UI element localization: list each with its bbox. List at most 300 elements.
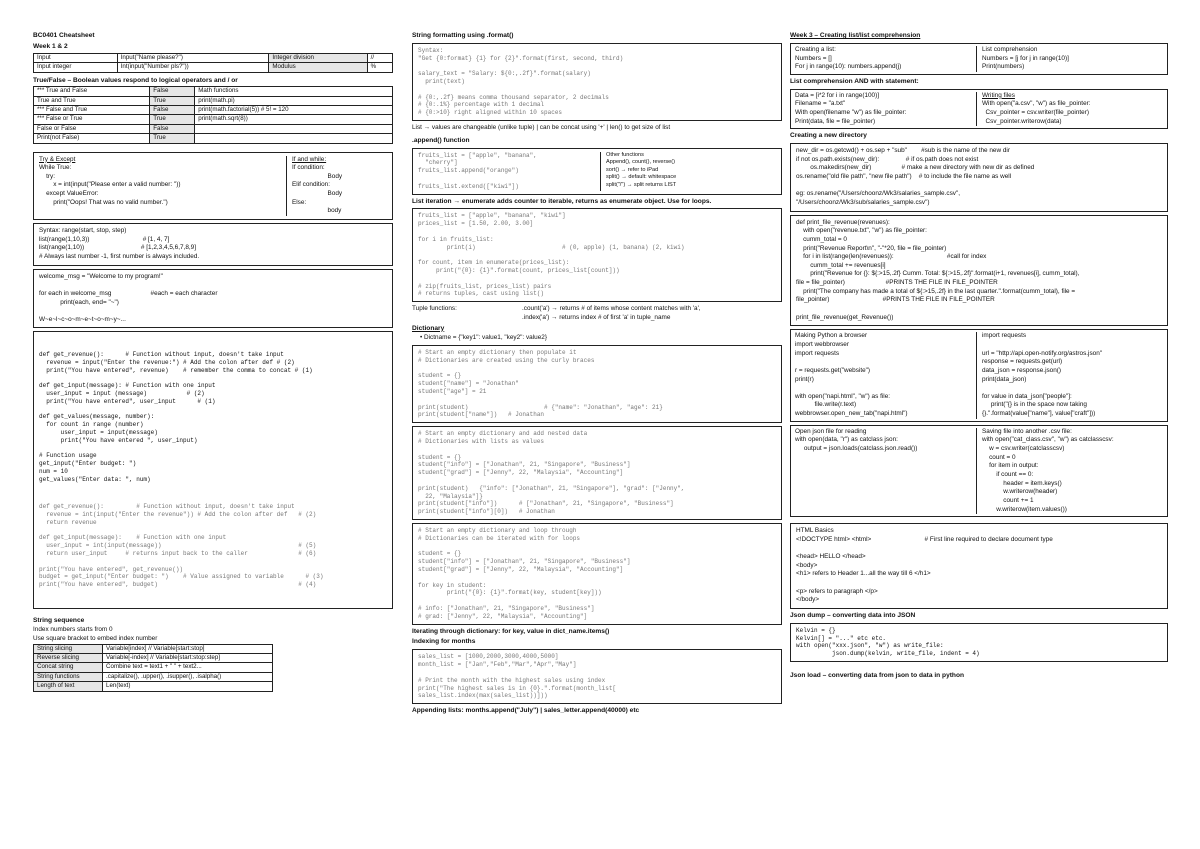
text-line: with open("cat_class.csv", "w") as catclasscsv: [982, 436, 1114, 444]
if-code [292, 164, 387, 216]
text-line: with open("revenue.txt", "w") as file_pointer: [796, 227, 927, 235]
text-line: return user_input # returns input back to the caller # (6) [39, 549, 317, 557]
text-line: num = 10 [39, 467, 68, 475]
string-sub1: Index numbers starts from 0 [33, 626, 113, 634]
text-line: cumm_total += revenues[i] [796, 261, 886, 269]
text-line: Syntax: range(start, stop, step) [39, 227, 127, 235]
text-line: import requests [795, 349, 840, 357]
text-line: w.writerow(header) [982, 488, 1058, 496]
text-line: print("You have entered", budget) # (4) [39, 581, 317, 589]
week-label: Week 1 & 2 [33, 42, 68, 50]
table-cell [195, 134, 393, 143]
string-sub2: Use square bracket to embed index number [33, 635, 158, 643]
text-line: with open("napi.html", "w") as file: [795, 392, 891, 400]
string-heading: String sequence [33, 616, 85, 624]
text-line: </body> [796, 596, 820, 604]
week3-box [790, 43, 1168, 75]
text-line: cumm_total = 0 [796, 235, 847, 243]
table-cell: *** False and True [34, 106, 150, 115]
text-line [418, 574, 776, 582]
truefalse-heading: True/False – Boolean values respond to logical operators and / or [33, 76, 238, 84]
text-line: # grad: ["Jenny", 22, "Malaysia", "Accounting"] [418, 612, 588, 620]
table-cell: print(math.pi) [195, 96, 393, 105]
text-line: webbrowser.open_new_tab("napi.html") [795, 410, 908, 418]
text-line [982, 341, 1163, 350]
text-line: # Always last number -1, first number is always included. [39, 252, 200, 260]
text-line: def get_input(message): # Function with one input [39, 534, 227, 542]
dir-heading: Creating a new directory [790, 132, 867, 140]
table-cell: False [150, 124, 195, 133]
text-line: count += 1 [982, 496, 1034, 504]
text-line [796, 544, 1162, 553]
text-line: url = "http://api.open-notify.org/astros.json" [982, 349, 1103, 357]
text-line: # Print the month with the highest sales using index [418, 676, 606, 684]
dict-box-1 [412, 345, 782, 423]
text-line: print(r) [795, 375, 814, 383]
text-line: With open("a.csv", "w") as file_pointer: [982, 100, 1091, 108]
text-line: split() → default: whitespace [606, 174, 677, 181]
dump-heading: Json dump – converting data into JSON [790, 611, 916, 619]
column-left [33, 30, 393, 692]
text-line: import requests [982, 332, 1027, 340]
browser-right [976, 332, 1163, 418]
text-line: # info: ["Jonathan", 21, "Singapore", "Business"] [418, 604, 595, 612]
table-cell: String slicing [34, 644, 103, 653]
text-line: def get_revenue(): # Function without input, doesn't take input [39, 503, 295, 511]
text-line [39, 445, 387, 453]
text-line: user_input = int(input(message)) # (5) [39, 542, 317, 550]
json-box [790, 425, 1168, 517]
text-line: import webbrowser [795, 340, 849, 348]
text-line: w.writerow(item.values()) [982, 505, 1067, 513]
sheet-title: BC0401 Cheatsheet [33, 32, 95, 39]
text-line: # {0:,.2f} means comma thousand separator, 2 decimals [418, 93, 609, 101]
text-line: # {0:.1%} percentage with 1 decimal [418, 101, 545, 109]
html-box [790, 523, 1168, 609]
text-line: Data = [i*2 for i in range(100)] [795, 91, 880, 99]
text-line [39, 527, 387, 535]
table-cell: Variable[-index] // Variable[start:stop:step] [103, 654, 273, 663]
text-line: Print(numbers) [982, 63, 1025, 71]
text-line: <p> refers to paragraph </p> [796, 587, 878, 595]
json-right [976, 428, 1163, 514]
function-code [39, 351, 387, 484]
appending-note: Appending lists: months.append("July") | sales_letter.append(40000) etc [412, 707, 640, 715]
table-cell: True [150, 96, 195, 105]
browser-box [790, 329, 1168, 421]
text-line: student["info"] = ["Jonathan", 21, "Singapore", "Business"] [418, 461, 631, 469]
text-line: print(student) # {"name": "Jonathan", "age": 21} [418, 403, 663, 411]
text-line [418, 396, 776, 404]
text-line: for key in student: [418, 581, 487, 589]
text-line: "Get {0:format} {1} for {2}".format(first, second, third) [418, 54, 624, 62]
text-line: Numbers = [j for j in range(10)] [982, 54, 1069, 62]
text-line: fruits_list = ["apple", "banana", "kiwi"] [418, 212, 566, 220]
text-line: body [292, 207, 342, 215]
table-row [34, 682, 273, 691]
text-line: print("You have entered", revenue) # remember the comma to concat # (1) [39, 366, 313, 374]
tuple-functions [522, 305, 782, 322]
text-line [418, 669, 776, 677]
text-line: {}.".format(value["name"], value["craft"])) [982, 410, 1096, 418]
dir-box [790, 143, 1168, 211]
text-line: Body [292, 190, 343, 198]
dict-box-2 [412, 426, 782, 520]
with-box [790, 89, 1168, 130]
dict-bullet-row: • Dictname = {"key1": value1, "key2": value2} [420, 334, 547, 342]
table-cell: String functions [34, 672, 103, 681]
text-line: student["age"] = 21 [418, 388, 487, 396]
text-line: file.write(r.text) [795, 401, 857, 409]
text-line: for each in welcome_msg #each = each character [39, 289, 218, 297]
text-line: Else: [292, 198, 307, 206]
table-cell: True [150, 115, 195, 124]
append-code [418, 152, 600, 191]
text-line [418, 86, 776, 94]
text-line [39, 406, 387, 414]
text-line: file = file_pointer) #PRINTS THE FILE IN FILE_POINTER [796, 279, 998, 287]
text-line: for count, item in enumerate(prices_list): [418, 259, 570, 267]
text-line: new_dir = os.getcwd() + os.sep + "sub" #sub is the name of the new dir [796, 147, 1010, 155]
text-line: print("You have entered", user_input # (1) [39, 397, 216, 405]
text-line: r = requests.get("website") [795, 366, 871, 374]
text-line: # Dictionaries can be iterated with for loops [418, 534, 581, 542]
table-cell: True and True [34, 96, 150, 105]
table-row [34, 96, 393, 105]
text-line: def get_revenue(): # Function without input, doesn't take input [39, 351, 284, 359]
table-cell: Input("Name please?") [117, 53, 269, 62]
table-cell: // [367, 53, 392, 62]
table-row [34, 644, 273, 653]
text-line: Body [292, 172, 343, 180]
try-code [39, 164, 286, 207]
text-line: Saving file into another .csv file: [982, 427, 1072, 435]
text-line: get_input("Enter budget: ") [39, 460, 137, 468]
text-line [418, 175, 600, 183]
tuple-row [412, 305, 782, 322]
week3-heading: Week 3 – Creating list/list comprehension [790, 32, 921, 39]
text-line: output = json.loads(catclass.json.read()) [795, 445, 918, 453]
text-line: <h1> refers to Header 1...all the way till 6 </h1> [796, 570, 931, 578]
text-line: data_json = response.json() [982, 366, 1062, 374]
text-line: If condition: [292, 164, 325, 172]
text-line: if not os.path.exists(new_dir): # if os.path does not exist [796, 155, 979, 163]
text-line: # Start an empty dictionary and add nested data [418, 430, 588, 438]
dump-box [790, 623, 1168, 662]
other-functions [600, 152, 776, 191]
string-table [33, 644, 273, 692]
text-line: Open json file for reading [795, 427, 867, 435]
text-line [418, 228, 776, 236]
text-line: # Dictionaries with lists as values [418, 438, 545, 446]
text-line: print(student["info"][0]) # Jonathan [418, 508, 555, 516]
truefalse-table [33, 86, 393, 143]
text-line: count = 0 [982, 453, 1016, 461]
text-line: os.rename("old file path", "new file path") # to include the file name as well [796, 173, 1012, 181]
print-box [790, 215, 1168, 327]
with-left [795, 92, 976, 127]
table-cell: Print(not False) [34, 134, 150, 143]
format-box [412, 43, 782, 121]
text-line: sales_list.index(max(sales_list))])) [418, 692, 548, 700]
text-line: "/Users/choonz/Wk3/sub/salaries_sample.csv") [796, 199, 930, 206]
table-cell: .capitalize(), .upper(), .isupper(), .isalpha() [103, 672, 273, 681]
text-line: user_input = input(message) [39, 429, 158, 436]
append-heading: .append() function [412, 136, 470, 144]
text-line: header = item.keys() [982, 479, 1062, 487]
text-line: "cherry"] [418, 159, 458, 167]
text-line: print("{0}: {1}".format(key, student[key])) [418, 589, 602, 597]
table-row [34, 87, 393, 96]
text-line: Other functions [606, 151, 644, 158]
text-line: With open(filename "w") as file_pointer: [795, 108, 907, 116]
table-row [34, 115, 393, 124]
week3-left [795, 46, 976, 72]
text-line: fruits_list = ["apple", "banana", [418, 151, 537, 159]
try-title: Try & Except [39, 155, 76, 163]
text-line [39, 374, 387, 382]
text-line: Append(), count(), reverse() [606, 159, 676, 166]
text-line [796, 182, 1162, 191]
text-line: print("You have entered", get_revenue()) [39, 565, 184, 573]
text-line [418, 543, 776, 551]
io-table [33, 53, 393, 73]
json-left [795, 428, 976, 514]
text-line: with open("xxx.json", "w") as write_file: [796, 642, 944, 650]
text-line: except ValueError: [39, 190, 99, 198]
load-heading: Json load – converting data from json to data in python [790, 671, 965, 679]
text-line: Making Python a browser [795, 332, 868, 340]
text-line: student["name"] = "Jonathan" [418, 380, 519, 388]
text-line: eg: os.rename("/Users/choonz/Wk3/salaries_sample.csv", [796, 190, 961, 198]
text-line: print(i) # (0, apple) (1, banana) (2, kiwi) [418, 243, 685, 251]
text-line: revenue = int(input("Enter the revenue")) # Add the colon after def # (2) [39, 510, 317, 518]
iter-heading: Iterating through dictionary: for key, value in dict_name.items() [412, 627, 610, 635]
dict-bullet: Dictname = {"key1": value1, "key2": value2} [424, 334, 547, 342]
table-cell: True [150, 134, 195, 143]
text-line: Kelvin = {} [796, 626, 836, 634]
text-line [39, 307, 387, 316]
text-line: for i in fruits_list: [418, 235, 494, 243]
table-row [34, 53, 393, 62]
text-line: # {0:>10} right aligned within 10 spaces [418, 109, 563, 117]
if-title: If and while: [292, 155, 327, 163]
text-line [418, 446, 776, 454]
text-line [795, 358, 976, 367]
text-line: # Start an empty dictionary then populate it [418, 349, 577, 357]
text-line: # Function usage [39, 452, 97, 460]
text-line [418, 251, 776, 259]
text-line: user_input = input (message) # (2) [39, 390, 205, 398]
table-cell: print(math.sqrt(8)) [195, 115, 393, 124]
table-row [34, 663, 273, 672]
table-cell: False or False [34, 124, 150, 133]
text-line: print("You have entered ", user_input) [39, 436, 198, 444]
table-cell: False [150, 106, 195, 115]
text-line [39, 281, 387, 290]
welcome-box [33, 269, 393, 329]
table-cell: Modulus [269, 63, 367, 72]
enum-heading: List iteration → enumerate adds counter to iterable, returns as enumerate object. Use for loops. [412, 197, 712, 205]
text-line: x = int(input("Please enter a valid number: ")) [39, 181, 181, 189]
text-line: print("{} is in the space now taking [982, 401, 1087, 409]
text-line: print(each, end= "~") [39, 298, 119, 306]
text-line: student = {} [418, 453, 462, 461]
text-line: welcome_msg = "Welcome to my program!" [39, 272, 163, 280]
text-line: for count in range (number) [39, 421, 144, 429]
text-line: Print(data, file = file_pointer) [795, 117, 876, 125]
table-row [34, 134, 393, 143]
text-line: list(range(1,10,3)) # [1, 4, 7] [39, 235, 170, 243]
text-line: w = csv.writer(catclasscsv) [982, 445, 1065, 453]
text-line: sort() → refer to iPad [606, 166, 659, 173]
text-line: prices_list = [1.50, 2.00, 3.00] [418, 220, 534, 228]
text-line: student = {} [418, 550, 462, 558]
table-cell: *** True and False [34, 87, 150, 96]
text-line: # Dictionaries are created using the curly braces [418, 356, 595, 364]
text-line: if count == 0: [982, 470, 1034, 478]
idx-heading: Indexing for months [412, 638, 476, 646]
text-line: file_pointer) #PRINTS THE FILE IN FILE_POINTER [796, 296, 995, 304]
text-line: student["grad"] = ["Jenny", 22, "Malaysia", "Accounting"] [418, 565, 624, 573]
table-cell: Concat string [34, 663, 103, 672]
table-cell [195, 124, 393, 133]
table-cell: % [367, 63, 392, 72]
text-line: print("Oops! That was no valid number.") [39, 198, 168, 206]
idx-box [412, 649, 782, 704]
text-line: fruits_list.append("orange") [418, 167, 519, 175]
text-line: Elif condition: [292, 181, 331, 189]
list-note: List → values are changeable (unlike tuple) | can be concat using '+' | len() to get size of list [412, 124, 671, 132]
text-line [795, 384, 976, 393]
text-line: For j in range(10): numbers.append(j) [795, 63, 902, 71]
text-line: W~e~l~c~o~m~e~t~o~m~y~... [39, 315, 126, 323]
column-middle [412, 30, 782, 717]
text-line: return revenue [39, 518, 97, 526]
table-cell: *** False or True [34, 115, 150, 124]
text-line: with open(data, "r") as catclass json: [795, 436, 898, 444]
text-line: response = requests.get(url) [982, 358, 1063, 366]
text-line: revenue = input("Enter the revenue:") # Add the colon after def # (2) [39, 358, 295, 366]
text-line: student = {} [418, 372, 462, 380]
text-line: month_list = ["Jan","Feb","Mar","Apr","May"] [418, 661, 577, 669]
text-line: print("{0}: {1}".format(count, prices_list[count])) [418, 267, 620, 275]
text-line: get_values("Enter data: ", num) [39, 475, 151, 483]
format-heading: String formatting using .format() [412, 32, 514, 39]
tuple-label: Tuple functions: [412, 305, 457, 313]
table-row [34, 672, 273, 681]
text-line: split("/") → split returns LIST [606, 181, 677, 188]
text-line: 22, "Malaysia"]} [418, 492, 483, 500]
text-line: print("Revenue Report\n", "-"*20, file = file_pointer) [796, 244, 947, 252]
table-cell: Math functions [195, 87, 393, 96]
text-line [418, 62, 776, 70]
table-cell: Integer division [269, 53, 367, 62]
text-line: .count('a') → returns # of items whose content matches with 'a', [522, 305, 701, 313]
text-line [39, 558, 387, 566]
text-line: Syntax: [418, 46, 444, 54]
range-box [33, 223, 393, 266]
text-line: fruits_list.extend(["kiwi"]) [418, 182, 519, 190]
text-line [418, 275, 776, 283]
text-line: def print_file_revenue(revenues): [796, 218, 890, 226]
table-cell: Input integer [34, 63, 118, 72]
text-line: # returns tuples, cast using list() [418, 290, 545, 298]
try-if-box [33, 152, 393, 220]
text-line: <head> HELLO </head> [796, 553, 866, 561]
text-line: .index('a') → returns index # of first 'a' in tuple_name [522, 313, 671, 321]
text-line: budget = get_input("Enter budget: ") # Value assigned to variable # (3) [39, 573, 324, 581]
text-line: Creating a list: [795, 45, 836, 53]
text-line: sales_list = [1000,2000,3000,4000,5000] [418, 653, 559, 661]
table-cell: Len(text) [103, 682, 273, 691]
text-line: List comprehension [982, 45, 1038, 53]
table-row [34, 106, 393, 115]
table-row [34, 63, 393, 72]
text-line: Csv_pointer = csv.writer(file_pointer) [982, 108, 1089, 116]
week3-right [976, 46, 1163, 72]
text-line: for i in list(range(len(revenues)): #call for index [796, 253, 987, 261]
text-line: print(data_json) [982, 375, 1027, 383]
text-line: for item in output: [982, 462, 1039, 470]
text-line: print("The company has made a total of ${:>15,.2f} in the last quarter.".format(cumm_total), file = [796, 287, 1076, 295]
text-line: for value in data_json["people"]: [982, 392, 1072, 400]
text-line: print("The highest sales is in {0}.".format(month_list[ [418, 684, 617, 692]
column-right [790, 30, 1168, 682]
functions-box [33, 331, 393, 608]
text-line: Numbers = [] [795, 54, 832, 62]
text-line: HTML Basics [796, 527, 834, 535]
text-line: student["grad"] = ["Jenny", 22, "Malaysia", "Accounting"] [418, 469, 624, 477]
text-line [796, 305, 1162, 314]
table-cell: Length of text [34, 682, 103, 691]
text-line [982, 384, 1163, 393]
text-line: def get_input(message): # Function with one input [39, 382, 216, 390]
text-line: <body> [796, 561, 818, 569]
text-line: student["info"] = ["Jonathan", 21, "Singapore", "Business"] [418, 558, 631, 566]
text-line: # Start an empty dictionary and loop through [418, 526, 577, 534]
text-line: salary_text = "Salary: ${0:,.2f}".format(salary) [418, 70, 591, 78]
table-row [34, 654, 273, 663]
text-line: list(range(1,10)) # [1,2,3,4,5,6,7,8,9] [39, 244, 196, 252]
table-cell: Variable[index] // Variable[start:stop] [103, 644, 273, 653]
browser-left [795, 332, 976, 418]
text-line: def get_values(message, number): [39, 413, 155, 421]
text-line [418, 477, 776, 485]
text-line: os.makedirs(new_dir) # make a new directory with new dir as defined [796, 164, 1035, 172]
text-line: print(student) {"info": ["Jonathan", 21, "Singapore"], "grad": ["Jenny", [418, 484, 685, 492]
text-line [418, 597, 776, 605]
text-line: json.dump(kelvin, write_file, indent = 4) [796, 650, 980, 658]
text-line: # zip(fruits_list, prices_list) pairs [418, 282, 552, 290]
text-line: print("Revenue for {}: ${:>15,.2f} Cumm. Total: ${:>15,.2f}".format(i+1, revenues[i], cumm_total), [796, 270, 1080, 278]
text-line: print(student["info"]) # ["Jonathan", 21, "Singapore", "Business"] [418, 500, 674, 508]
enum-box [412, 208, 782, 302]
text-line [796, 579, 1162, 588]
text-line: Filename = "a.txt" [795, 100, 846, 108]
dict-heading: Dictionary [412, 324, 445, 332]
table-cell: Int(input("Number pls?")) [117, 63, 269, 72]
table-cell: False [150, 87, 195, 96]
table-cell: print(math.factorial(5)) # 5! = 120 [195, 106, 393, 115]
table-row [34, 124, 393, 133]
with-right [982, 100, 1163, 126]
text-line: try: [39, 172, 55, 180]
text-line [418, 365, 776, 373]
text-line: <!DOCTYPE html> <html> # First line required to declare document type [796, 535, 1053, 543]
append-box [412, 148, 782, 195]
text-line: While True: [39, 164, 72, 172]
